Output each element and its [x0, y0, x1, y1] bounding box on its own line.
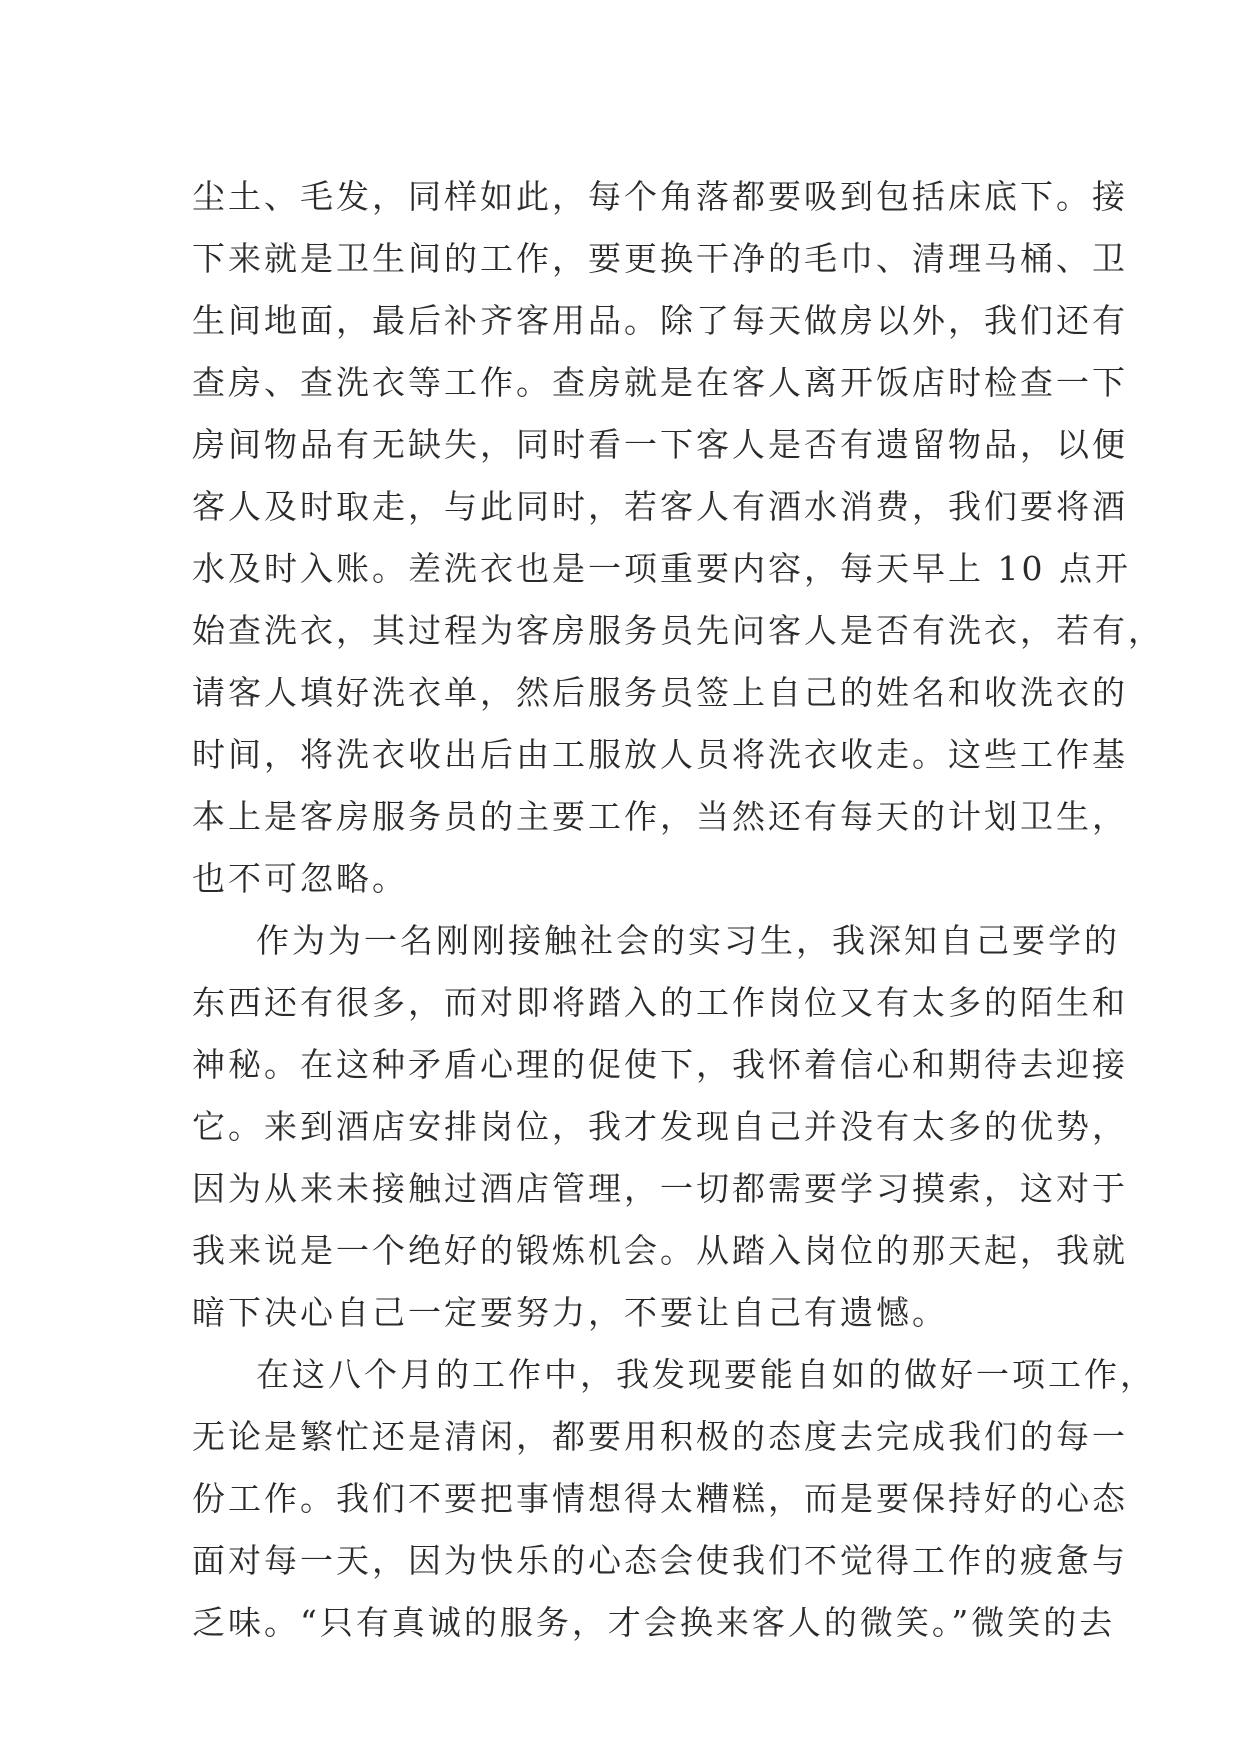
text-line: 时间，将洗衣收出后由工服放人员将洗衣收走。这些工作基 — [192, 735, 1128, 774]
text-line: 也不可忽略。 — [192, 859, 408, 898]
text-line: 暗下决心自己一定要努力，不要让自己有遗憾。 — [192, 1293, 948, 1332]
text-line: 本上是客房服务员的主要工作，当然还有每天的计划卫生， — [192, 797, 1128, 836]
text-line: 查房、查洗衣等工作。查房就是在客人离开饭店时检查一下 — [192, 363, 1128, 402]
text-line: 请客人填好洗衣单，然后服务员签上自己的姓名和收洗衣的 — [192, 673, 1128, 712]
text-line: 我来说是一个绝好的锻炼机会。从踏入岗位的那天起，我就 — [192, 1231, 1128, 1270]
paragraph-2 — [192, 910, 1128, 1344]
paragraph-3 — [192, 1344, 1156, 1654]
text-line: 房间物品有无缺失，同时看一下客人是否有遗留物品，以便 — [192, 425, 1128, 464]
text-line: 份工作。我们不要把事情想得太糟糕，而是要保持好的心态 — [192, 1479, 1128, 1518]
text-line: 生间地面，最后补齐客用品。除了每天做房以外，我们还有 — [192, 301, 1128, 340]
text-line: 东西还有很多，而对即将踏入的工作岗位又有太多的陌生和 — [192, 983, 1128, 1022]
text-line: 因为从来未接触过酒店管理，一切都需要学习摸索，这对于 — [192, 1169, 1128, 1208]
text-line-first: 在这八个月的工作中，我发现要能自如的做好一项工作， — [256, 1355, 1156, 1394]
text-line: 它。来到酒店安排岗位，我才发现自己并没有太多的优势， — [192, 1107, 1128, 1146]
text-line: 水及时入账。差洗衣也是一项重要内容，每天早上 10 点开 — [192, 549, 1131, 588]
document-body — [192, 166, 1164, 1654]
text-line: 客人及时取走，与此同时，若客人有酒水消费，我们要将酒 — [192, 487, 1128, 526]
text-line: 乏味。“只有真诚的服务，才会换来客人的微笑。”微笑的去 — [192, 1603, 1116, 1642]
text-line: 下来就是卫生间的工作，要更换干净的毛巾、清理马桶、卫 — [192, 239, 1128, 278]
text-line: 尘土、毛发，同样如此，每个角落都要吸到包括床底下。接 — [192, 177, 1128, 216]
text-line: 面对每一天，因为快乐的心态会使我们不觉得工作的疲惫与 — [192, 1541, 1128, 1580]
text-line-first: 作为为一名刚刚接触社会的实习生，我深知自己要学的 — [256, 921, 1120, 960]
paragraph-1 — [192, 166, 1164, 910]
text-line: 始查洗衣，其过程为客房服务员先问客人是否有洗衣，若有， — [192, 611, 1164, 650]
text-line: 无论是繁忙还是清闲，都要用积极的态度去完成我们的每一 — [192, 1417, 1128, 1456]
text-line: 神秘。在这种矛盾心理的促使下，我怀着信心和期待去迎接 — [192, 1045, 1128, 1084]
